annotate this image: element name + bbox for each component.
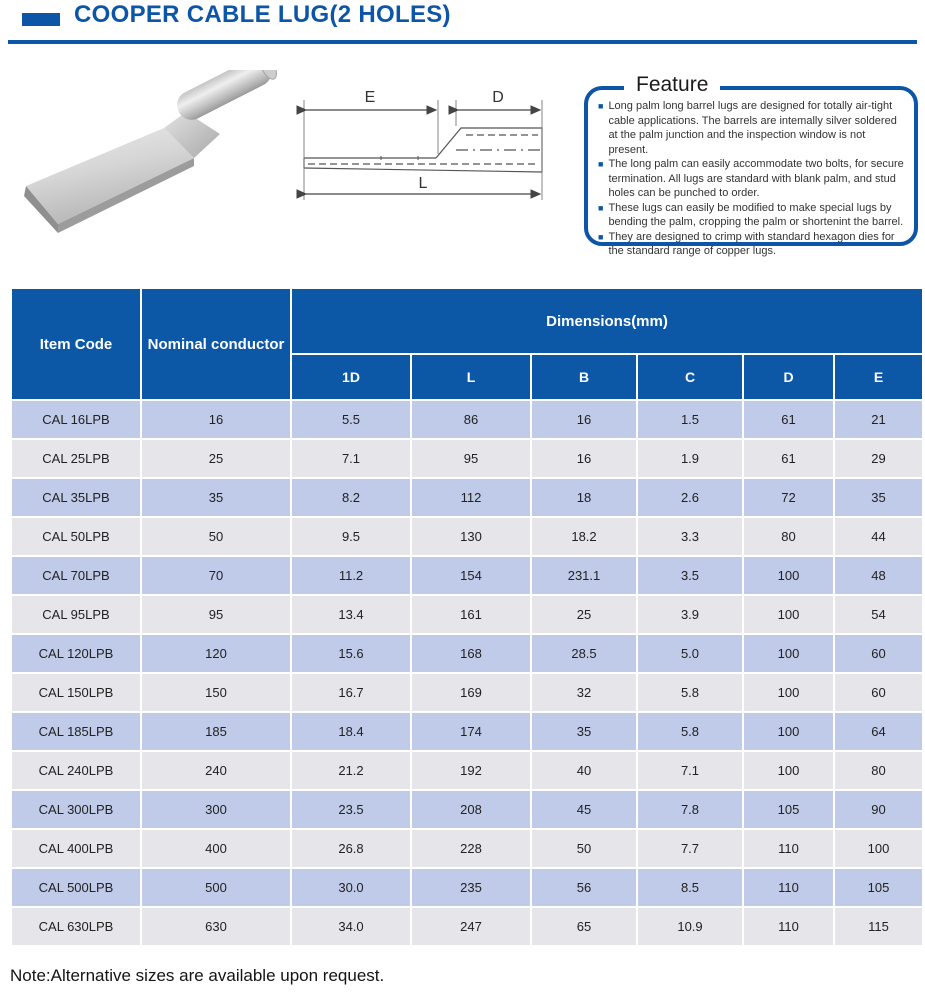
table-cell: 16.7 — [292, 674, 410, 711]
table-cell: 5.8 — [638, 674, 742, 711]
table-cell: 80 — [744, 518, 833, 555]
table-cell: 25 — [142, 440, 290, 477]
table-cell: 13.4 — [292, 596, 410, 633]
diagram-label-e: E — [364, 89, 376, 106]
bullet-square-icon: ■ — [598, 202, 604, 213]
table-cell: 18.4 — [292, 713, 410, 750]
table-row — [12, 908, 922, 945]
table-cell: 8.5 — [638, 869, 742, 906]
table-cell: 60 — [835, 635, 922, 672]
table-cell: 8.2 — [292, 479, 410, 516]
table-cell: 7.7 — [638, 830, 742, 867]
table-cell: 130 — [412, 518, 530, 555]
table-cell: 231.1 — [532, 557, 636, 594]
col-header-c: C — [638, 355, 742, 399]
dimension-diagram — [296, 80, 570, 212]
table-cell: 64 — [835, 713, 922, 750]
col-header-d: D — [744, 355, 833, 399]
table-row — [12, 440, 922, 477]
table-cell: CAL 70LPB — [12, 557, 140, 594]
table-cell: 25 — [532, 596, 636, 633]
col-header-1d: 1D — [292, 355, 410, 399]
table-cell: 169 — [412, 674, 530, 711]
table-cell: 21 — [835, 401, 922, 438]
feature-bullet-text: The long palm can easily accommodate two bolts, for secure termination. All lugs are standard with blank palm, and stud holes can be punched to order. — [608, 158, 904, 200]
feature-bullet-text: Long palm long barrel lugs are designed for totally air-tight cable applications. The barrels are intemally silver soldered at the palm junction and the inspection window is not present. — [608, 100, 897, 156]
table-row — [12, 557, 922, 594]
table-cell: 30.0 — [292, 869, 410, 906]
table-cell: 235 — [412, 869, 530, 906]
table-cell: 100 — [835, 830, 922, 867]
table-cell: 5.5 — [292, 401, 410, 438]
table-cell: 240 — [142, 752, 290, 789]
table-cell: 10.9 — [638, 908, 742, 945]
table-cell: 100 — [744, 752, 833, 789]
table-cell: 3.3 — [638, 518, 742, 555]
table-cell: 105 — [744, 791, 833, 828]
col-header-b: B — [532, 355, 636, 399]
bullet-square-icon: ■ — [598, 159, 604, 170]
table-cell: CAL 35LPB — [12, 479, 140, 516]
table-cell: 105 — [835, 869, 922, 906]
table-cell: 174 — [412, 713, 530, 750]
table-cell: 115 — [835, 908, 922, 945]
col-header-item-code: Item Code — [12, 289, 140, 399]
table-cell: 54 — [835, 596, 922, 633]
table-cell: 112 — [412, 479, 530, 516]
table-cell: 300 — [142, 791, 290, 828]
col-header-l: L — [412, 355, 530, 399]
table-cell: 95 — [412, 440, 530, 477]
table-cell: 35 — [532, 713, 636, 750]
col-header-nominal-conductor: Nominal conductor — [142, 289, 290, 399]
table-row — [12, 674, 922, 711]
table-row — [12, 869, 922, 906]
table-cell: 1.5 — [638, 401, 742, 438]
feature-bullet — [598, 201, 908, 230]
table-cell: 3.9 — [638, 596, 742, 633]
table-cell: 208 — [412, 791, 530, 828]
table-cell: CAL 120LPB — [12, 635, 140, 672]
table-cell: 500 — [142, 869, 290, 906]
table-cell: 86 — [412, 401, 530, 438]
table-cell: 72 — [744, 479, 833, 516]
table-cell: CAL 25LPB — [12, 440, 140, 477]
table-row — [12, 713, 922, 750]
table-cell: 5.0 — [638, 635, 742, 672]
table-cell: 100 — [744, 557, 833, 594]
table-cell: 9.5 — [292, 518, 410, 555]
table-cell: CAL 50LPB — [12, 518, 140, 555]
table-cell: 34.0 — [292, 908, 410, 945]
diagram-label-l: L — [418, 175, 428, 192]
table-cell: 50 — [142, 518, 290, 555]
diagram-label-d: D — [492, 89, 504, 106]
table-row — [12, 401, 922, 438]
table-cell: 247 — [412, 908, 530, 945]
table-cell: 28.5 — [532, 635, 636, 672]
table-cell: 29 — [835, 440, 922, 477]
table-cell: 110 — [744, 830, 833, 867]
table-cell: 40 — [532, 752, 636, 789]
spec-table — [10, 287, 924, 947]
table-cell: 35 — [142, 479, 290, 516]
table-cell: 100 — [744, 674, 833, 711]
table-cell: 110 — [744, 908, 833, 945]
table-cell: 120 — [142, 635, 290, 672]
table-cell: 48 — [835, 557, 922, 594]
table-cell: 192 — [412, 752, 530, 789]
table-cell: 228 — [412, 830, 530, 867]
feature-bullet — [598, 230, 908, 259]
table-cell: CAL 240LPB — [12, 752, 140, 789]
table-row — [12, 791, 922, 828]
footer-note: Note:Alternative sizes are available upon request. — [10, 966, 385, 985]
table-body — [12, 401, 922, 945]
table-cell: 5.8 — [638, 713, 742, 750]
table-cell: 61 — [744, 440, 833, 477]
feature-list — [588, 90, 914, 259]
table-cell: CAL 16LPB — [12, 401, 140, 438]
table-cell: CAL 300LPB — [12, 791, 140, 828]
table-cell: 110 — [744, 869, 833, 906]
table-cell: 7.1 — [292, 440, 410, 477]
table-cell: 15.6 — [292, 635, 410, 672]
feature-bullet-text: These lugs can easily be modified to make special lugs by bending the palm, cropping the palm or shortenint the barrel. — [608, 201, 904, 229]
col-header-dimensions: Dimensions(mm) — [292, 289, 922, 353]
bullet-square-icon: ■ — [598, 101, 604, 111]
table-cell: CAL 150LPB — [12, 674, 140, 711]
table-cell: 16 — [142, 401, 290, 438]
feature-bullet-text: They are designed to crimp with standard hexagon dies for the standard range of copper lugs. — [608, 230, 895, 258]
table-row — [12, 596, 922, 633]
table-cell: 630 — [142, 908, 290, 945]
feature-bullet — [598, 157, 908, 201]
table-cell: 60 — [835, 674, 922, 711]
table-cell: 45 — [532, 791, 636, 828]
table-cell: 50 — [532, 830, 636, 867]
table-cell: 32 — [532, 674, 636, 711]
table-cell: CAL 500LPB — [12, 869, 140, 906]
table-cell: 100 — [744, 713, 833, 750]
header-divider — [8, 40, 917, 44]
title-bullet-bar — [22, 13, 60, 26]
table-cell: 3.5 — [638, 557, 742, 594]
table-cell: 26.8 — [292, 830, 410, 867]
table-cell: 23.5 — [292, 791, 410, 828]
page-title: COOPER CABLE LUG(2 HOLES) — [74, 1, 451, 28]
table-row — [12, 479, 922, 516]
feature-box — [584, 73, 918, 258]
table-cell: 2.6 — [638, 479, 742, 516]
col-header-e: E — [835, 355, 922, 399]
table-row — [12, 635, 922, 672]
table-row — [12, 518, 922, 555]
table-cell: 16 — [532, 440, 636, 477]
table-cell: 185 — [142, 713, 290, 750]
table-cell: CAL 185LPB — [12, 713, 140, 750]
table-cell: 16 — [532, 401, 636, 438]
table-cell: 1.9 — [638, 440, 742, 477]
bullet-square-icon: ■ — [598, 231, 604, 242]
table-cell: 154 — [412, 557, 530, 594]
table-cell: 18 — [532, 479, 636, 516]
table-cell: 44 — [835, 518, 922, 555]
table-row — [12, 830, 922, 867]
table-cell: CAL 95LPB — [12, 596, 140, 633]
feature-bullet — [598, 99, 908, 157]
feature-box-title: Feature — [624, 73, 720, 97]
table-row — [12, 752, 922, 789]
table-cell: 35 — [835, 479, 922, 516]
product-photo-cable-lug — [12, 70, 302, 238]
table-cell: 21.2 — [292, 752, 410, 789]
table-cell: 150 — [142, 674, 290, 711]
table-cell: 70 — [142, 557, 290, 594]
table-cell: 161 — [412, 596, 530, 633]
table-cell: 65 — [532, 908, 636, 945]
table-cell: 61 — [744, 401, 833, 438]
table-cell: 168 — [412, 635, 530, 672]
table-cell: CAL 400LPB — [12, 830, 140, 867]
table-cell: 95 — [142, 596, 290, 633]
table-cell: CAL 630LPB — [12, 908, 140, 945]
table-cell: 400 — [142, 830, 290, 867]
table-cell: 80 — [835, 752, 922, 789]
table-cell: 90 — [835, 791, 922, 828]
table-cell: 7.8 — [638, 791, 742, 828]
table-cell: 100 — [744, 635, 833, 672]
table-cell: 56 — [532, 869, 636, 906]
table-cell: 100 — [744, 596, 833, 633]
table-cell: 7.1 — [638, 752, 742, 789]
table-cell: 18.2 — [532, 518, 636, 555]
table-cell: 11.2 — [292, 557, 410, 594]
